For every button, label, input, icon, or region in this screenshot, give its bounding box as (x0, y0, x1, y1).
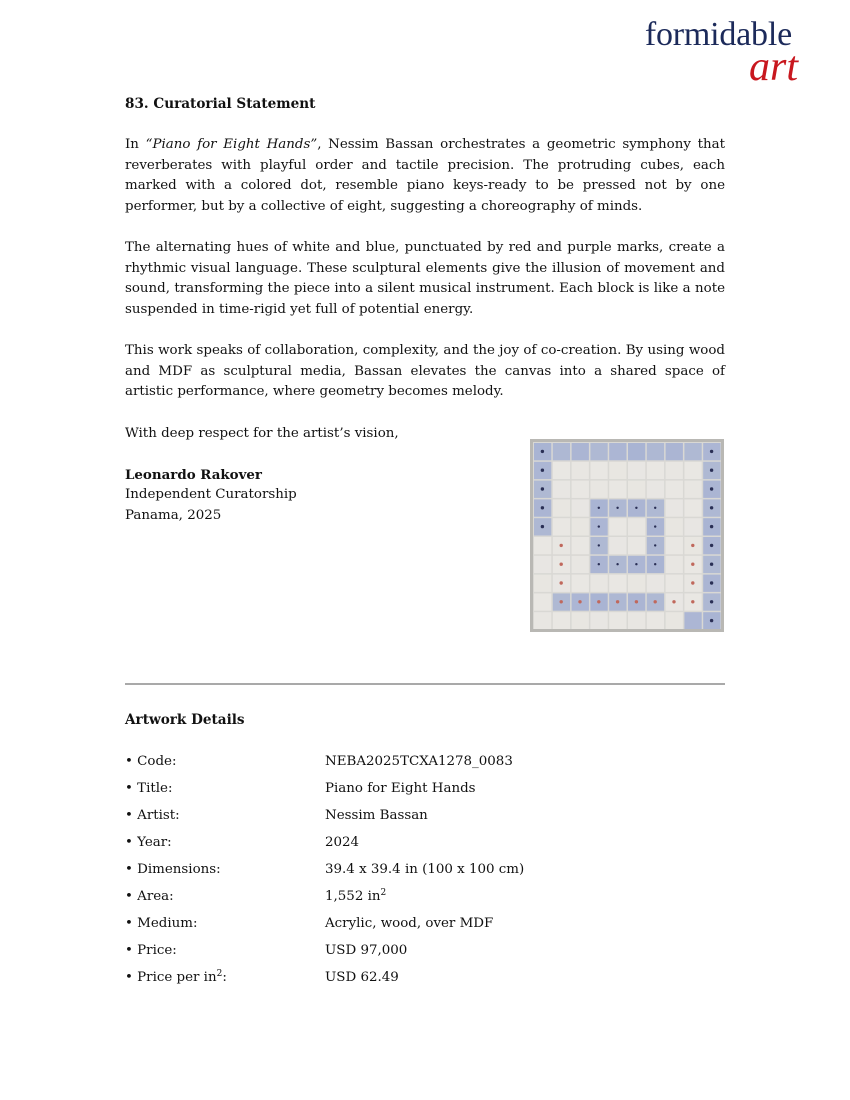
artwork-cube (628, 575, 645, 592)
detail-label-text: • Area: (125, 889, 174, 904)
detail-label (125, 941, 177, 961)
artwork-dot (541, 487, 544, 490)
artwork-dot (560, 581, 563, 584)
logo-word-art: art (748, 44, 798, 90)
detail-value (325, 887, 386, 907)
detail-value-text: USD 97,000 (325, 943, 408, 958)
detail-row (125, 941, 725, 968)
artwork-dot (541, 469, 544, 472)
statement-paragraph-1 (125, 135, 725, 217)
artwork-dot (691, 544, 694, 547)
detail-label-text: • Dimensions: (125, 862, 221, 877)
artwork-dot (578, 600, 581, 603)
artwork-cube (684, 499, 701, 516)
artwork-cube (684, 612, 701, 629)
artwork-dot (635, 600, 638, 603)
artwork-dot (616, 563, 618, 565)
detail-label-text: • Medium: (125, 916, 198, 931)
artwork-cube (572, 499, 589, 516)
artwork-dot (710, 469, 713, 472)
artwork-title-quote: “Piano for Eight Hands” (145, 137, 318, 153)
artwork-cube (684, 462, 701, 479)
artwork-cube (609, 481, 626, 498)
statement-paragraph-3: This work speaks of collaboration, complexity, and the joy of co-creation. By using wood and MDF as sculptural media, Bassan elevates the canvas into a shared space of artistic performance, where geometry becomes melody. (125, 343, 725, 400)
artwork-cube (553, 499, 570, 516)
artwork-cube (553, 612, 570, 629)
artwork-dot (710, 619, 713, 622)
detail-row (125, 779, 725, 806)
paragraph-1-prefix: In (125, 137, 146, 153)
artwork-dot (616, 507, 618, 509)
artwork-cube (590, 575, 607, 592)
artwork-dot (654, 507, 656, 509)
artwork-dot (635, 507, 637, 509)
artwork-cube (609, 443, 626, 460)
artwork-cube (609, 518, 626, 535)
formidable-art-logo (644, 16, 798, 90)
detail-value (325, 941, 407, 961)
detail-value-text: NEBA2025TCXA1278_0083 (325, 754, 513, 769)
artwork-cube (609, 612, 626, 629)
detail-value (325, 968, 399, 988)
artwork-cube (572, 481, 589, 498)
detail-row (125, 968, 725, 995)
detail-row (125, 860, 725, 887)
artwork-dot (710, 600, 713, 603)
artwork-dot (710, 450, 713, 453)
detail-row (125, 833, 725, 860)
artwork-cube (572, 443, 589, 460)
detail-label (125, 833, 172, 853)
artwork-cube (590, 462, 607, 479)
detail-label-superscript: 2 (216, 969, 223, 979)
statement-paragraph-2: The alternating hues of white and blue, punctuated by red and purple marks, create a rhythmic visual language. These sculptural elements give the illusion of movement and sound, transforming the piece into a silent musical instrument. Each block is like a note suspended in time-rigid yet full of potential energy. (125, 240, 725, 317)
detail-label (125, 968, 227, 988)
artwork-dot (691, 581, 694, 584)
detail-row (125, 914, 725, 941)
detail-value-text: 2024 (325, 835, 360, 850)
artwork-cube (572, 612, 589, 629)
detail-value (325, 860, 524, 880)
artwork-dot (710, 544, 713, 547)
artwork-cube (647, 575, 664, 592)
artwork-image (530, 439, 724, 632)
artwork-cube (572, 518, 589, 535)
artwork-dot (691, 563, 694, 566)
artwork-cube (666, 462, 683, 479)
artwork-dot (598, 525, 600, 527)
artwork-cube (647, 612, 664, 629)
artwork-cube (628, 612, 645, 629)
artwork-dot (598, 563, 600, 565)
detail-value-text: Acrylic, wood, over MDF (325, 916, 494, 931)
artwork-picture (533, 442, 721, 629)
artwork-cube (684, 443, 701, 460)
detail-value-text: Piano for Eight Hands (325, 781, 476, 796)
artwork-cube (666, 556, 683, 573)
signoff-line: With deep respect for the artist’s vision, (125, 425, 399, 441)
detail-row (125, 887, 725, 914)
artwork-cube (628, 537, 645, 554)
artwork-dot (541, 525, 544, 528)
detail-row (125, 752, 725, 779)
detail-label (125, 887, 174, 907)
statement-heading: 83. Curatorial Statement (125, 96, 316, 112)
artwork-cube (609, 462, 626, 479)
artwork-cube (628, 518, 645, 535)
artwork-cube (553, 481, 570, 498)
detail-value (325, 779, 476, 799)
detail-label-text: • Title: (125, 781, 173, 796)
artwork-dot (710, 506, 713, 509)
artwork-cube (647, 443, 664, 460)
artwork-dot (710, 487, 713, 490)
detail-label (125, 806, 180, 826)
artwork-dot (635, 563, 637, 565)
artwork-cube (572, 556, 589, 573)
artwork-dot (560, 563, 563, 566)
artwork-dot (616, 600, 619, 603)
artwork-cube (609, 537, 626, 554)
artwork-dot (672, 600, 675, 603)
artwork-dot (654, 525, 656, 527)
artwork-cube (609, 575, 626, 592)
artwork-cube (647, 481, 664, 498)
artwork-cube (534, 537, 551, 554)
detail-label (125, 752, 176, 772)
artwork-cube (553, 443, 570, 460)
artwork-cube (666, 537, 683, 554)
artwork-cube (684, 518, 701, 535)
artwork-cube (628, 462, 645, 479)
detail-value-text: USD 62.49 (325, 970, 399, 985)
artwork-dot (691, 600, 694, 603)
artwork-dot (710, 581, 713, 584)
detail-label-suffix: : (222, 970, 227, 985)
artwork-dot (654, 600, 657, 603)
detail-label-text: • Artist: (125, 808, 180, 823)
detail-value (325, 752, 513, 772)
detail-label-text: • Price per in (125, 970, 217, 985)
artwork-cube (666, 499, 683, 516)
artwork-dot (654, 563, 656, 565)
artwork-cube (666, 575, 683, 592)
artwork-cube (572, 575, 589, 592)
artwork-cube (534, 575, 551, 592)
artwork-cube (666, 518, 683, 535)
artwork-dot (598, 544, 600, 546)
paragraph-1-body: , Nessim Bassan orchestrates a geometric symphony that reverberates with playful order and tactile precision. The protruding cubes, each marked with a colored dot, resemble piano keys-ready to be pressed not by one performer, but by a collective of eight, suggesting a choreography of minds. (125, 137, 725, 214)
details-heading: Artwork Details (125, 712, 245, 728)
artwork-dot (541, 450, 544, 453)
detail-value-text: 39.4 x 39.4 in (100 x 100 cm) (325, 862, 525, 877)
artwork-dot (710, 563, 713, 566)
section-divider (125, 683, 725, 685)
artwork-cube (572, 537, 589, 554)
detail-value-text: 1,552 in (325, 889, 381, 904)
detail-label-text: • Code: (125, 754, 177, 769)
detail-row (125, 806, 725, 833)
signer-place: Panama, 2025 (125, 507, 222, 523)
artwork-cube (666, 481, 683, 498)
artwork-dot (560, 544, 563, 547)
artwork-details-list (125, 752, 725, 995)
logo-word-formidable: formidable (644, 16, 792, 53)
detail-value (325, 806, 428, 826)
signer-name: Leonardo Rakover (125, 466, 262, 483)
detail-value-text: Nessim Bassan (325, 808, 428, 823)
detail-value-superscript: 2 (380, 888, 387, 898)
artwork-dot (654, 544, 656, 546)
detail-label (125, 860, 221, 880)
artwork-dot (597, 600, 600, 603)
detail-value (325, 833, 359, 853)
artwork-cube (666, 443, 683, 460)
artwork-dot (541, 506, 544, 509)
signer-role: Independent Curatorship (125, 487, 297, 503)
detail-label (125, 914, 197, 934)
artwork-cube (628, 481, 645, 498)
artwork-cube (666, 612, 683, 629)
detail-label-text: • Price: (125, 943, 177, 958)
artwork-cube (553, 462, 570, 479)
artwork-cube (684, 481, 701, 498)
artwork-cube (647, 462, 664, 479)
artwork-cube (590, 481, 607, 498)
detail-label (125, 779, 172, 799)
artwork-cube (590, 443, 607, 460)
artwork-dot (598, 507, 600, 509)
artwork-cube (534, 593, 551, 610)
artwork-dot (560, 600, 563, 603)
artwork-cube (534, 556, 551, 573)
artwork-cube (590, 612, 607, 629)
artwork-cube (534, 612, 551, 629)
artwork-cube (553, 518, 570, 535)
detail-label-text: • Year: (125, 835, 172, 850)
artwork-cube (572, 462, 589, 479)
detail-value (325, 914, 493, 934)
artwork-cube (628, 443, 645, 460)
artwork-dot (710, 525, 713, 528)
